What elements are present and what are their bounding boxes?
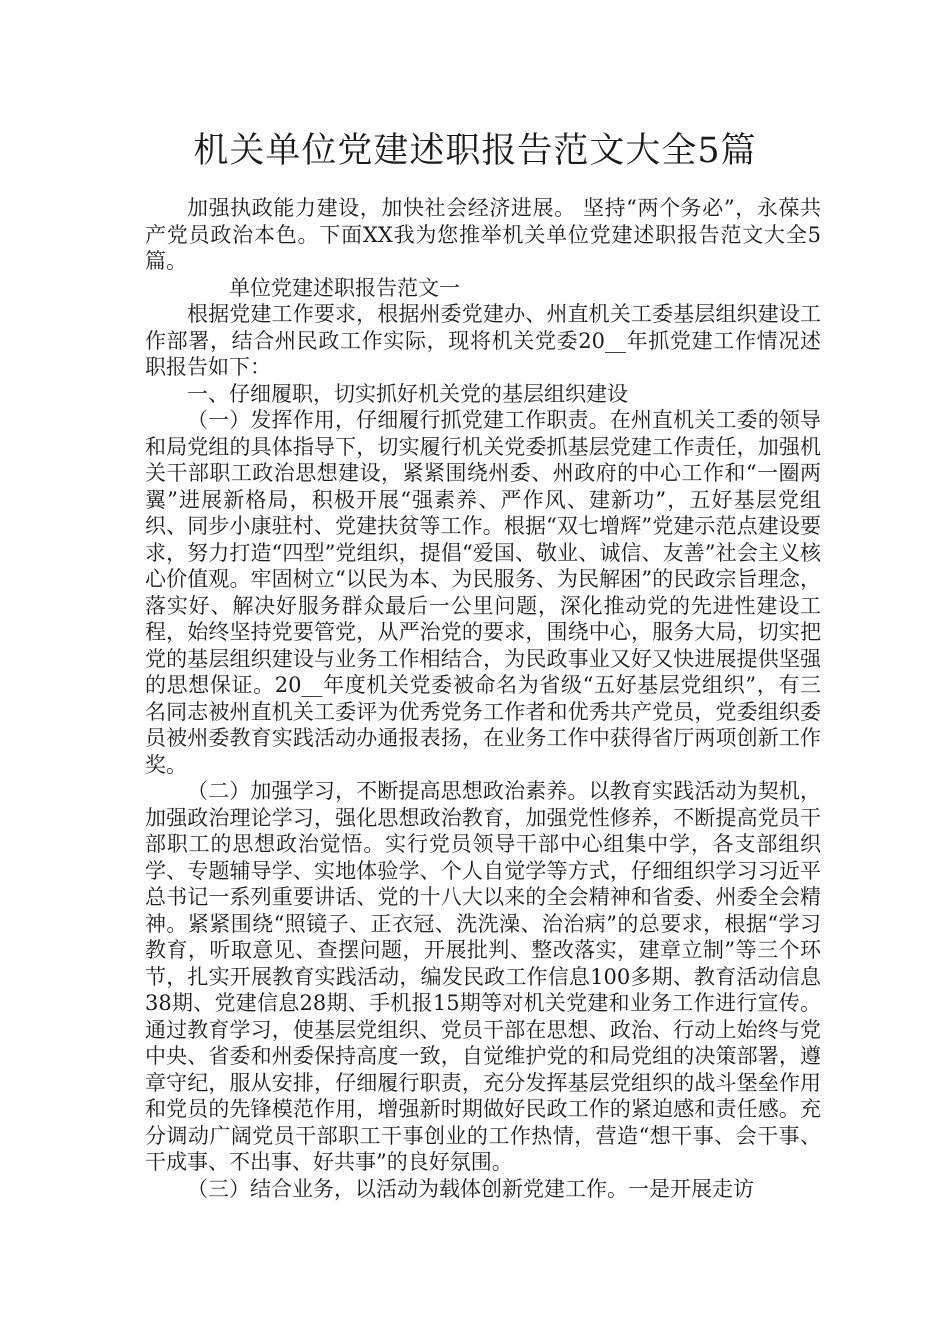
body-paragraph: （三）结合业务，以活动为载体创新党建工作。一是开展走访 [187,1176,754,1201]
document-body [145,195,821,1202]
body-paragraph: 根据党建工作要求，根据州委党建办、州直机关工委基层组织建设工作部署，结合州民政工作实际，现将机关党委20__年抓党建工作情况述职报告如下： [145,302,821,379]
section-subtitle: 单位党建述职报告范文一 [229,275,460,300]
section-heading: 一、仔细履职，切实抓好机关党的基层组织建设 [187,381,628,406]
body-paragraph: （一）发挥作用，仔细履行抓党建工作职责。在州直机关工委的领导和局党组的具体指导下，切实履行机关党委抓基层党建工作责任，加强机关干部职工政治思想建设，紧紧围绕州委、州政府的中心工作和“一圈两翼”进展新格局，积极开展“强素养、严作风、建新功”，五好基层党组织、同步小康驻村、党建扶贫等工作。根据“双七增辉”党建示范点建设要求，努力打造“四型”党组织，提倡“爱国、敬业、诚信、友善”社会主义核心价值观。牢固树立“以民为本、为民服务、为民解困”的民政宗旨理念，落实好、解决好服务群众最后一公里问题，深化推动党的先进性建设工程，始终坚持党要管党，从严治党的要求，围绕中心，服务大局，切实把党的基层组织建设与业务工作相结合，为民政事业又好又快进展提供坚强的思想保证。20__年度机关党委被命名为省级“五好基层党组织”，有三名同志被州直机关工委评为优秀党务工作者和优秀共产党员，党委组织委员被州委教育实践活动办通报表扬，在业务工作中获得省厅两项创新工作奖。 [145,408,821,777]
body-paragraph: （二）加强学习，不断提高思想政治素养。以教育实践活动为契机，加强政治理论学习，强化思想政治教育，加强党性修养，不断提高党员干部职工的思想政治觉悟。实行党员领导干部中心组集中学，各支部组织学、专题辅导学、实地体验学、个人自觉学等方式，仔细组织学习习近平总书记一系列重要讲话、党的十八大以来的全会精神和省委、州委全会精神。紧紧围绕“照镜子、正衣冠、洗洗澡、治治病”的总要求，根据“学习教育，听取意见、查摆问题，开展批判、整改落实，建章立制”等三个环节，扎实开展教育实践活动，编发民政工作信息100多期、教育活动信息38期、党建信息28期、手机报15期等对机关党建和业务工作进行宣传。通过教育学习，使基层党组织、党员干部在思想、政治、行动上始终与党中央、省委和州委保持高度一致，自觉维护党的和局党组的决策部署，遵章守纪，服从安排，仔细履行职责，充分发挥基层党组织的战斗堡垒作用和党员的先锋模范作用，增强新时期做好民政工作的紧迫感和责任感。充分调动广阔党员干部职工干事创业的工作热情，营造“想干事、会干事、干成事、不出事、好共事”的良好氛围。 [145,779,821,1174]
document-title: 机关单位党建述职报告范文大全5篇 [193,131,757,171]
intro-paragraph: 加强执政能力建设，加快社会经济进展。 坚持“两个务必”，永葆共产党员政治本色。下面XX我为您推举机关单位党建述职报告范文大全5篇。 [145,196,821,273]
